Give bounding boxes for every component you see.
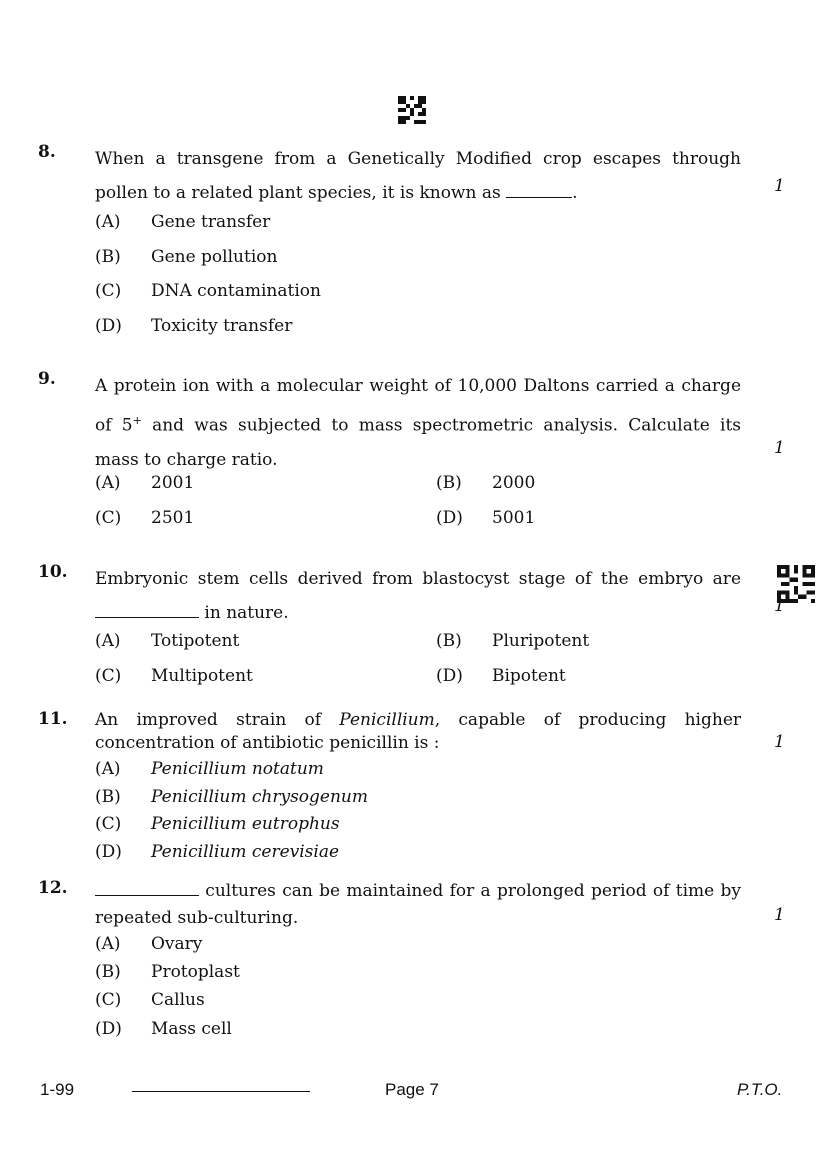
question-text: Embryonic stem cells derived from blastocyst stage of the embryo are in nature.	[95, 569, 741, 623]
option-c: (C) 2501	[95, 508, 195, 528]
option-c: (C) Callus	[95, 990, 205, 1010]
question-number: 9.	[38, 369, 56, 389]
option-d: (D) Toxicity transfer	[95, 316, 293, 336]
option-d: (D) 5001	[436, 508, 536, 528]
option-a: (A) Penicillium notatum	[95, 759, 324, 779]
option-c: (C) Multipotent	[95, 666, 253, 686]
marks: 1	[774, 176, 785, 196]
option-d: (D) Penicillium cerevisiae	[95, 842, 340, 862]
question-text: A protein ion with a molecular weight of 10,000 Daltons carried a charge of 5+ and was subjected to mass spectrometric analysis. Calculate its mass to charge ratio.	[95, 376, 742, 470]
question-text: cultures can be maintained for a prolonged period of time by repeated sub-culturing.	[95, 881, 741, 928]
option-a: (A) Gene transfer	[95, 212, 271, 232]
option-d: (D) Mass cell	[95, 1019, 232, 1039]
option-d: (D) Bipotent	[436, 666, 566, 686]
answer-blank	[506, 196, 572, 198]
marks: 1	[774, 596, 785, 616]
qr-code-icon	[398, 96, 426, 124]
marks: 1	[774, 438, 785, 458]
option-b: (B) Penicillium chrysogenum	[95, 787, 368, 807]
footer-divider	[132, 1091, 310, 1092]
question-number: 8.	[38, 142, 56, 162]
option-b: (B) Gene pollution	[95, 247, 278, 267]
option-a: (A) Totipotent	[95, 631, 240, 651]
question-text: When a transgene from a Genetically Modified crop escapes through pollen to a related plant species, it is known as .	[95, 149, 741, 203]
pto-label: P.T.O.	[737, 1080, 783, 1099]
question-number: 10.	[38, 562, 68, 582]
option-c: (C) DNA contamination	[95, 281, 321, 301]
answer-blank	[95, 616, 199, 618]
option-a: (A) Ovary	[95, 934, 203, 954]
question-text: An improved strain of Penicillium, capable of producing higher concentration of antibiotic penicillin is :	[95, 710, 741, 753]
page-number: Page 7	[385, 1080, 439, 1099]
option-b: (B) 2000	[436, 473, 536, 493]
paper-code: 1-99	[40, 1080, 75, 1099]
marks: 1	[774, 732, 785, 752]
option-b: (B) Protoplast	[95, 962, 240, 982]
question-number: 12.	[38, 878, 68, 898]
option-c: (C) Penicillium eutrophus	[95, 814, 340, 834]
option-a: (A) 2001	[95, 473, 195, 493]
answer-blank	[95, 894, 199, 896]
question-number: 11.	[38, 709, 68, 729]
marks: 1	[774, 905, 785, 925]
option-b: (B) Pluripotent	[436, 631, 590, 651]
